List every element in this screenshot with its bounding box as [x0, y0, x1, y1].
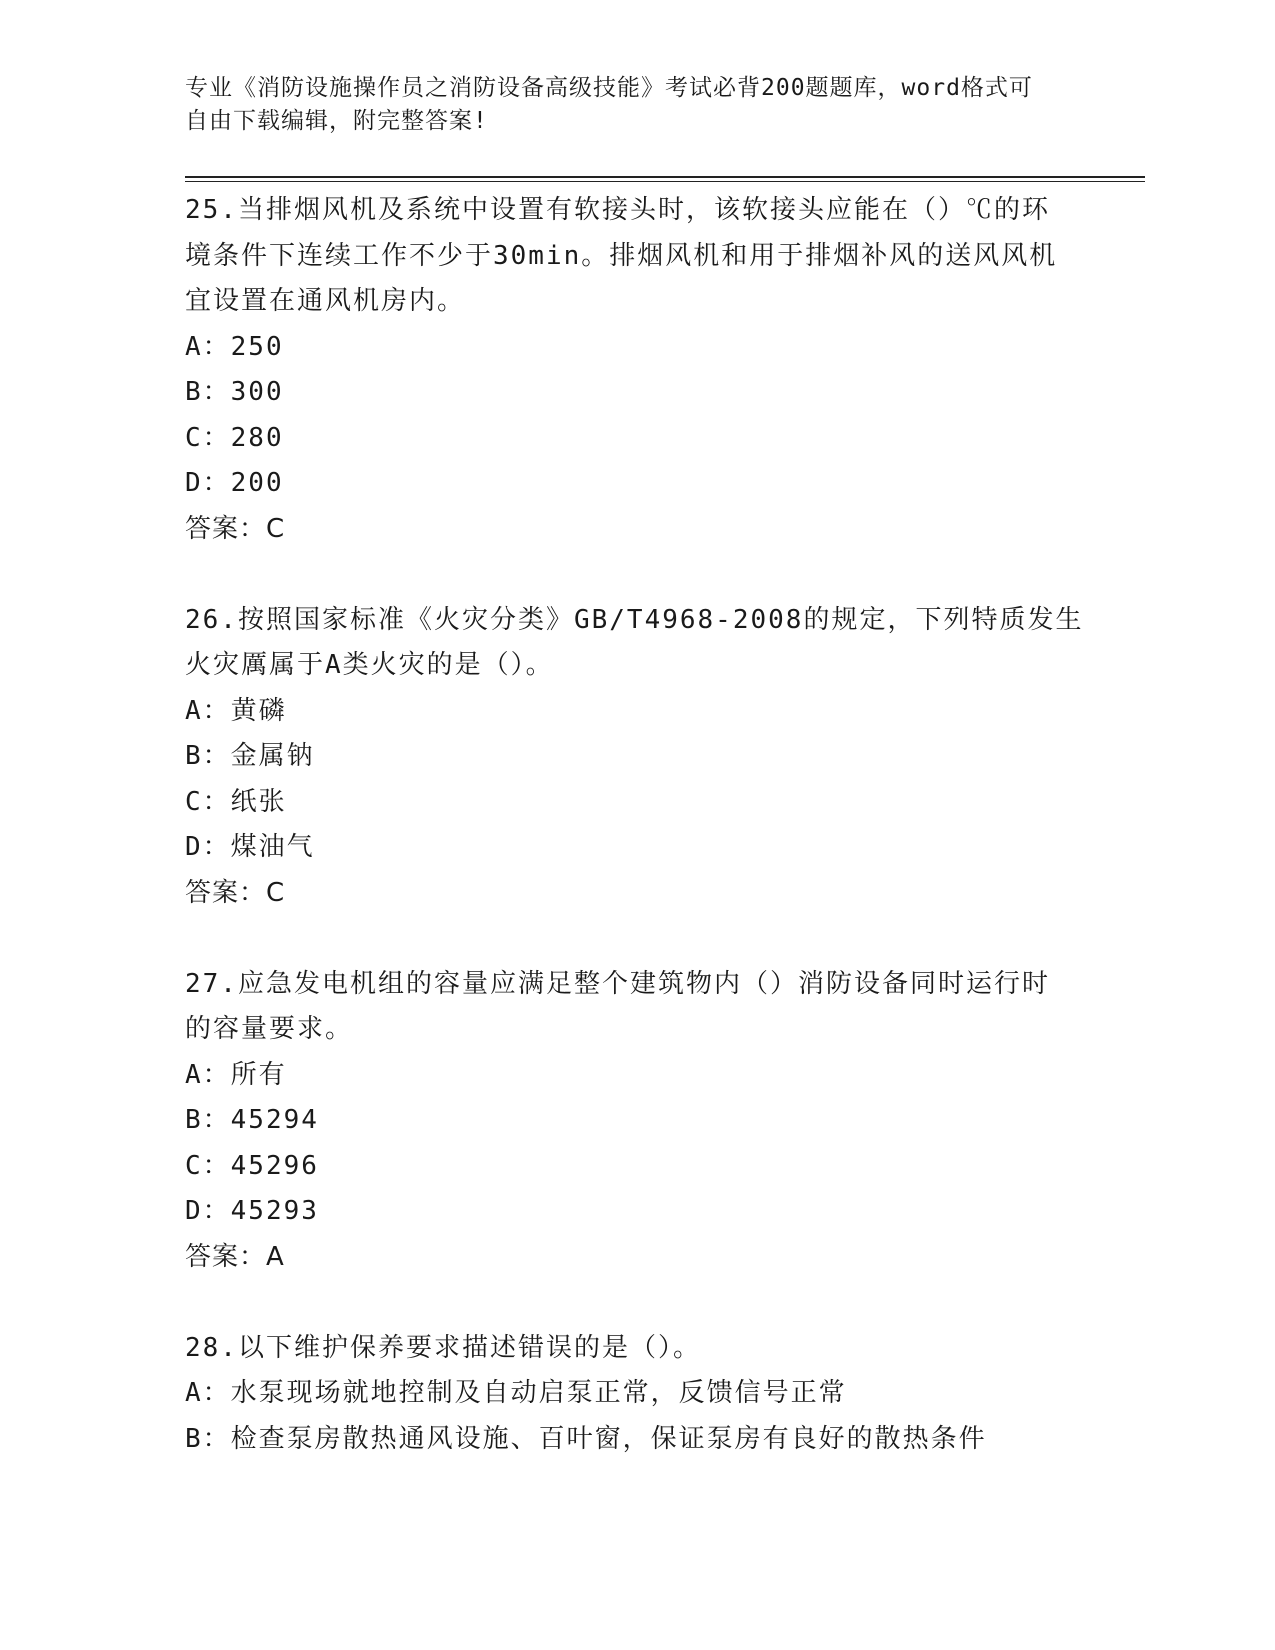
question-27-option-c: C：45296 — [185, 1150, 319, 1181]
question-28-text-line-1: 28.以下维护保养要求描述错误的是（）。 — [185, 1332, 701, 1363]
question-25-answer: 答案：C — [185, 513, 286, 544]
question-27-text-line-1: 27.应急发电机组的容量应满足整个建筑物内（）消防设备同时运行时 — [185, 968, 1050, 999]
question-27 — [185, 962, 1085, 1281]
question-26 — [185, 598, 1085, 917]
question-25-option-c: C：280 — [185, 422, 284, 453]
question-27-option-a: A：所有 — [185, 1059, 287, 1090]
header-line-2: 自由下载编辑，附完整答案! — [185, 108, 488, 134]
question-25 — [185, 188, 1085, 552]
question-25-option-a: A：250 — [185, 331, 284, 362]
question-26-text-line-2: 火灾厲属于A类火灾的是（）。 — [185, 650, 554, 680]
question-26-option-b: B：金属钠 — [185, 741, 315, 771]
question-27-option-d: D：45293 — [185, 1196, 319, 1226]
question-25-text-line-2: 境条件下连续工作不少于30min。排烟风机和用于排烟补风的送风风机 — [185, 240, 1058, 271]
question-list — [185, 188, 1085, 1462]
question-25-text-line-3: 宜设置在通风机房内。 — [185, 286, 466, 316]
question-28-option-a: A：水泵现场就地控制及自动启泵正常，反馈信号正常 — [185, 1378, 847, 1408]
question-26-text-line-1: 26.按照国家标准《火灾分类》GB/T4968-2008的规定，下列特质发生 — [185, 604, 1084, 635]
question-27-answer: 答案：A — [185, 1241, 285, 1272]
spacer — [185, 552, 1085, 598]
question-25-text-line-1: 25.当排烟风机及系统中设置有软接头时，该软接头应能在（）℃的环 — [185, 195, 1050, 225]
question-26-option-c: C：纸张 — [185, 786, 287, 817]
question-27-text-line-2: 的容量要求。 — [185, 1014, 354, 1044]
question-25-option-b: B：300 — [185, 377, 284, 407]
spacer — [185, 1280, 1085, 1326]
question-25-option-d: D：200 — [185, 468, 284, 498]
document-header — [185, 72, 1065, 138]
question-28-option-b: B：检查泵房散热通风设施、百叶窗，保证泵房有良好的散热条件 — [185, 1423, 987, 1454]
question-26-option-a: A：黄磷 — [185, 695, 287, 726]
question-27-option-b: B：45294 — [185, 1105, 319, 1135]
question-26-option-d: D：煤油气 — [185, 832, 315, 862]
header-divider-thin — [185, 181, 1145, 182]
header-divider-thick — [185, 176, 1145, 178]
question-26-answer: 答案：C — [185, 877, 286, 908]
header-line-1: 专业《消防设施操作员之消防设备高级技能》考试必背200题题库，word格式可 — [185, 75, 1033, 101]
spacer — [185, 916, 1085, 962]
question-28 — [185, 1326, 1085, 1463]
